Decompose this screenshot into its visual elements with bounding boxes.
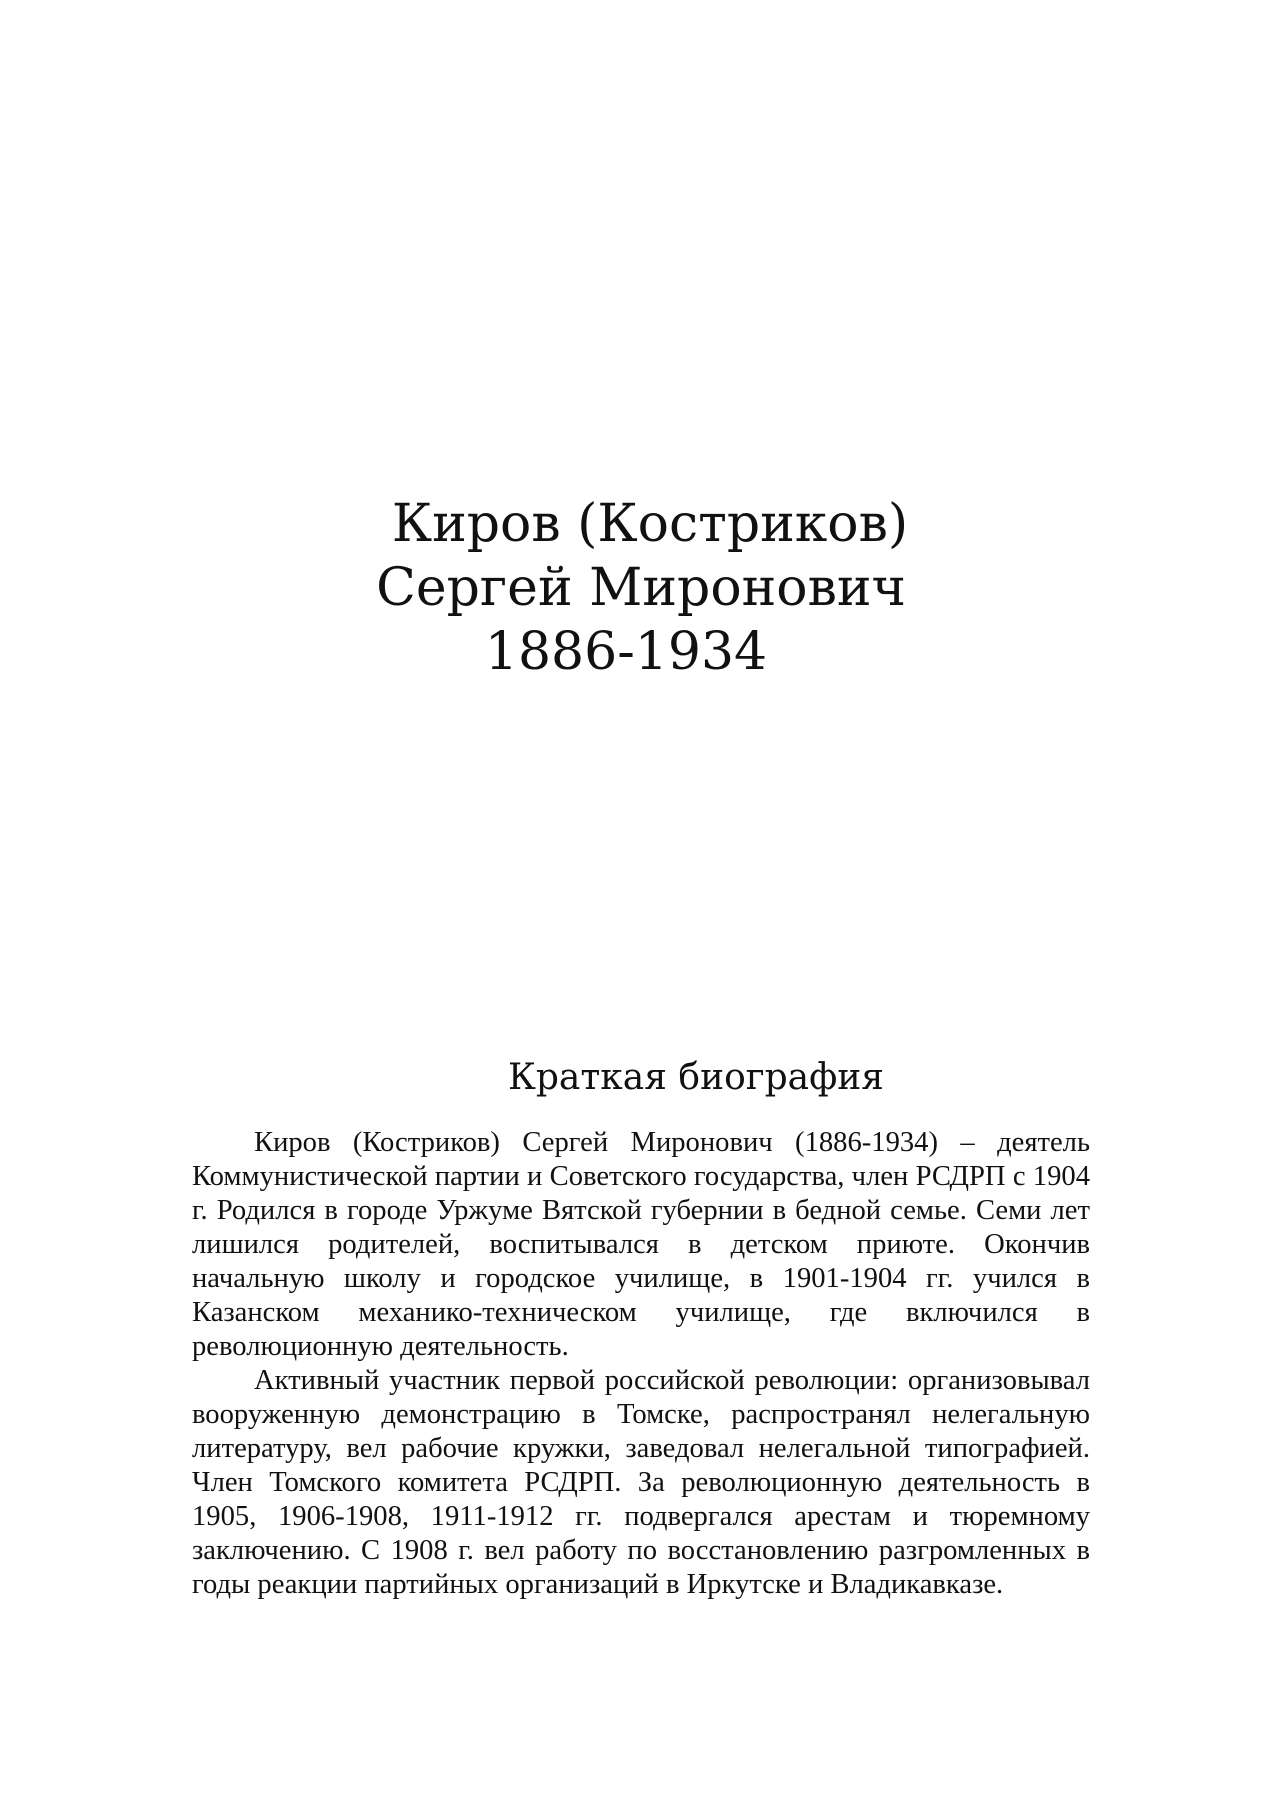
biography-text [192,1126,1090,1602]
paragraph: Киров (Костриков) Сергей Миронович (1886-1934) – деятель Коммунистической партии и Советского государства, член РСДРП с 1904 г. Родился в городе Уржуме Вятской губернии в бедной семье. Семи лет лишился родителей, воспитывался в детском приюте. Окончив начальную школу и городское училище, в 1901-1904 гг. учился в Казанском механико-техническом училище, где включился в революционную деятельность. [192,1127,1090,1362]
title-name-line: Киров (Костриков) [391,494,909,554]
title-full-name-line: Сергей Миронович [376,558,906,618]
paragraph: Активный участник первой российской революции: организовывал вооруженную демонстрацию в Томске, распространял нелегальную литературу, вел рабочие кружки, заведовал нелегальной типографией. Член Томского комитета РСДРП. За революционную деятельность в 1905, 1906-1908, 1911-1912 гг. подвергался арестам и тюремному заключению. С 1908 г. вел работу по восстановлению разгромленных в годы реакции партийных организаций в Иркутске и Владикавказе. [192,1365,1090,1600]
section-heading: Краткая биография [508,1057,884,1098]
title-years-line: 1886-1934 [484,622,768,682]
page-title [0,492,1280,684]
